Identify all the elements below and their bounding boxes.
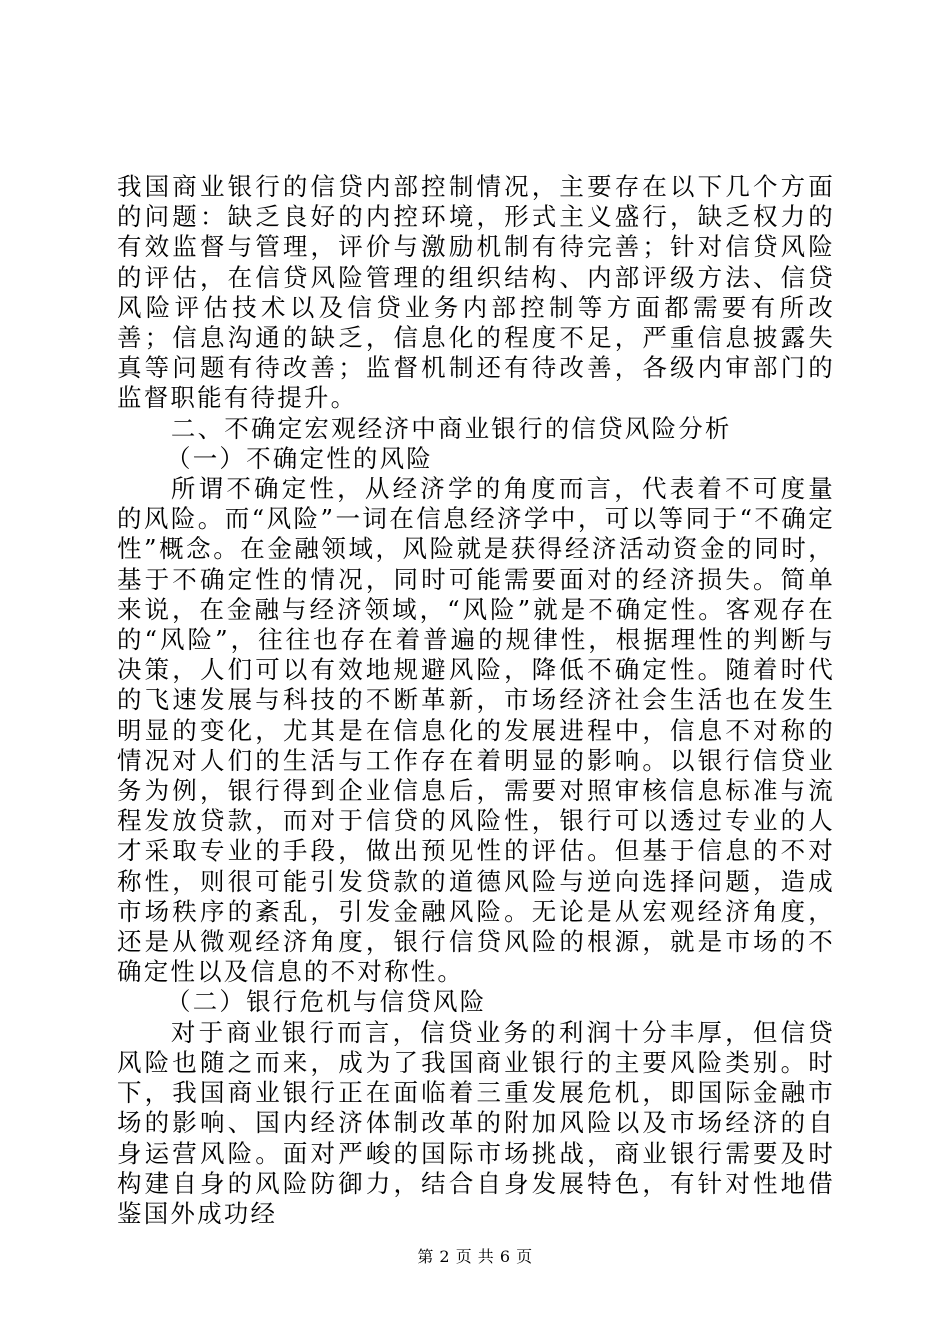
paragraph-continuation: 我国商业银行的信贷内部控制情况，主要存在以下几个方面的问题：缺乏良好的内控环境，形式主义盛行，缺乏权力的有效监督与管理，评价与激励机制有待完善；针对信贷风险的评估，在信贷风险管理的组织结构、内部评级方法、信贷风险评估技术以及信贷业务内部控制等方面都需要有所改善；信息沟通的缺乏，信息化的程度不足，严重信息披露失真等问题有待改善；监督机制还有待改善，各级内审部门的监督职能有待提升。 bbox=[117, 172, 835, 413]
paragraph-bank-crisis: 对于商业银行而言，信贷业务的利润十分丰厚，但信贷风险也随之而来，成为了我国商业银行的主要风险类别。时下，我国商业银行正在面临着三重发展危机，即国际金融市场的影响、国内经济体制改革的附加风险以及市场经济的自身运营风险。面对严峻的国际市场挑战，商业银行需要及时构建自身的风险防御力，结合自身发展特色，有针对性地借鉴国外成功经 bbox=[117, 1017, 835, 1228]
subsection-heading-uncertainty: （一）不确定性的风险 bbox=[166, 443, 433, 473]
subsection-heading-bank-crisis: （二）银行危机与信贷风险 bbox=[166, 987, 487, 1017]
section-heading: 二、不确定宏观经济中商业银行的信贷风险分析 bbox=[170, 413, 732, 443]
page-footer: 第 2 页 共 6 页 bbox=[417, 1247, 533, 1266]
paragraph-uncertainty: 所谓不确定性，从经济学的角度而言，代表着不可度量的风险。而“风险”一词在信息经济学中，可以等同于“不确定性”概念。在金融领域，风险就是获得经济活动资金的同时，基于不确定性的情况，同时可能需要面对的经济损失。简单来说，在金融与经济领域，“风险”就是不确定性。客观存在的“风险”，往往也存在着普遍的规律性，根据理性的判断与决策，人们可以有效地规避风险，降低不确定性。随着时代的飞速发展与科技的不断革新，市场经济社会生活也在发生明显的变化，尤其是在信息化的发展进程中，信息不对称的情况对人们的生活与工作存在着明显的影响。以银行信贷业务为例，银行得到企业信息后，需要对照审核信息标准与流程发放贷款，而对于信贷的风险性，银行可以透过专业的人才采取专业的手段，做出预见性的评估。但基于信息的不对称性，则很可能引发贷款的道德风险与逆向选择问题，造成市场秩序的紊乱，引发金融风险。无论是从宏观经济角度，还是从微观经济角度，银行信贷风险的根源，就是市场的不确定性以及信息的不对称性。 bbox=[117, 474, 835, 987]
document-body bbox=[117, 172, 835, 1229]
